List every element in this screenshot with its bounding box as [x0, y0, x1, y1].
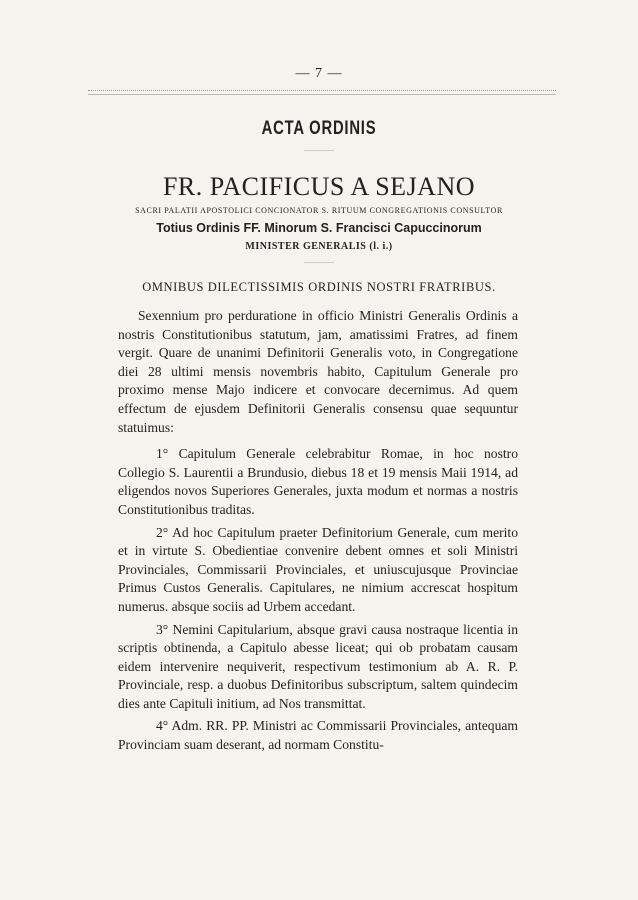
- paragraph-1: 1° Capitulum Generale celebrabitur Romae, in hoc nostro Collegio S. Laurentii a Brundusio, diebus 18 et 19 mensis Maii 1914, ad eligendos novos Superiores Generales, juxta modum et normas a nostris Constitutionibus traditas.: [118, 446, 518, 517]
- paragraph-4: 4° Adm. RR. PP. Ministri ac Commissarii Provinciales, antequam Provinciam suam deserant, ad normam Constitu-: [118, 718, 518, 753]
- section-title: ACTA ORDINIS: [261, 118, 377, 139]
- paragraph-3: 3° Nemini Capitularium, absque gravi causa nostraque licentia in scriptis obtinenda, a Capitulo abesse liceat; qui ob probatam causam eidem intervenire nequiverit, respectivum testimonium ab A. R. P. Provinciale, resp. a duobus Definitoribus subscriptum, saltem quindecim dies ante Capituli initium, ad Nos transmittat.: [118, 621, 518, 711]
- author-titles: SACRI PALATII APOSTOLICI CONCIONATOR S. RITUUM CONGREGATIONIS CONSULTOR: [135, 206, 503, 215]
- page-number: — 7 —: [295, 66, 343, 81]
- body-text: [118, 307, 518, 759]
- address-line: OMNIBUS DILECTISSIMIS ORDINIS NOSTRI FRATRIBUS.: [142, 280, 496, 294]
- paragraph-intro: Sexennium pro perduratione in officio Ministri Generalis Ordinis a nostris Constitutionibus statutum, jam, amatissimi Fratres, ad finem vergit. Quare de unanimi Definitorii Generalis voto, in Congregatione diei 28 ultimi mensis novembris habito, Capitulum Generale pro proximo mense Majo indicere et convocare decernimus. Ad quem effectum de ejusdem Definitorii Generalis consensu quae sequuntur statuimus:: [118, 308, 518, 435]
- header-rule-2: [88, 94, 556, 95]
- header-rule: [88, 90, 556, 91]
- minister-line: MINISTER GENERALIS (l. i.): [245, 241, 393, 252]
- divider: [304, 150, 334, 151]
- order-name: Totius Ordinis FF. Minorum S. Francisci Capuccinorum: [156, 221, 482, 235]
- paragraph-2: 2° Ad hoc Capitulum praeter Definitorium Generale, cum merito et in virtute S. Obedientiae convenire debent omnes et soli Ministri Provinciales, Commissarii Provinciales, et uniuscujusque Provinciae Primus Custos Generalis. Capitulares, ne nimium accrescat hospitum numerus. absque sociis ad Urbem accedant.: [118, 524, 518, 614]
- divider-2: [304, 262, 334, 263]
- author-heading: FR. PACIFICUS A SEJANO: [162, 172, 476, 201]
